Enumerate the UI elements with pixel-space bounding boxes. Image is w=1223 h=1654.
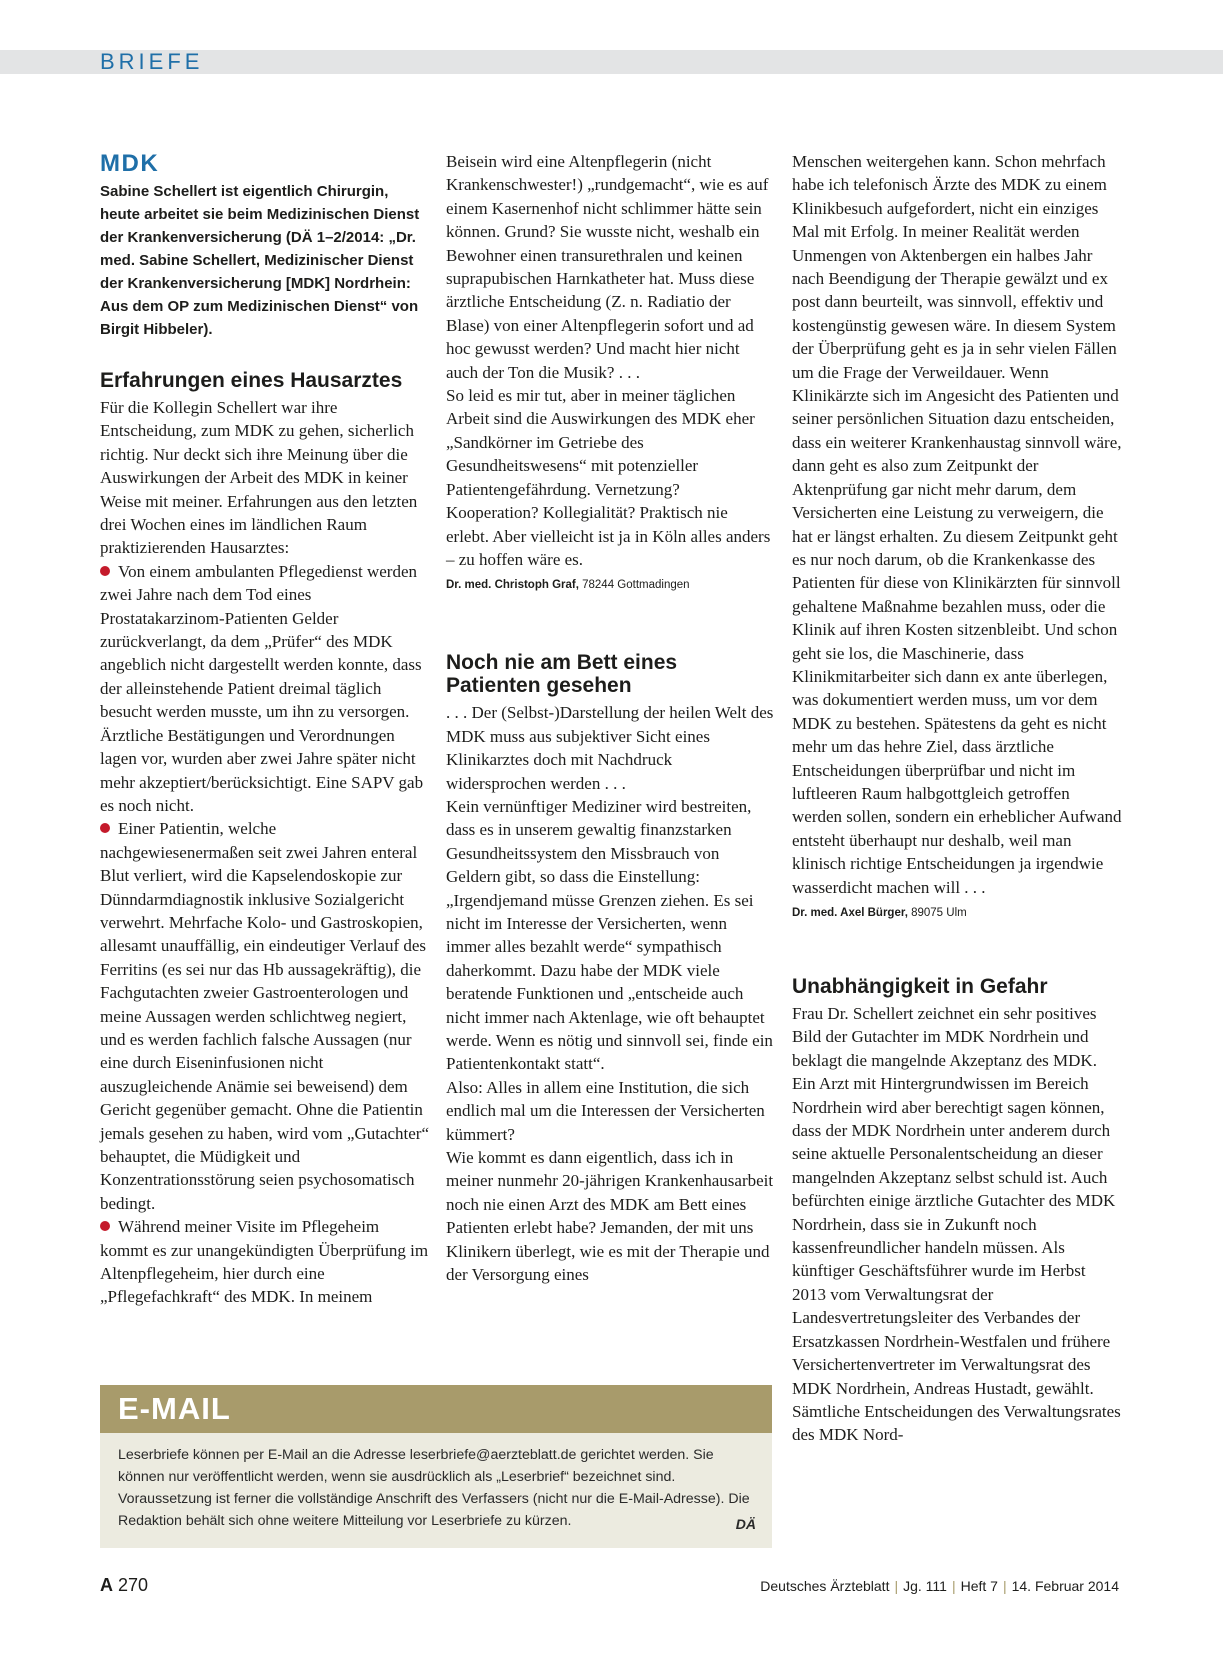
letter-signature-2: Dr. med. Axel Bürger, 89075 Ulm: [792, 907, 967, 919]
journal-volume: Jg. 111: [903, 1578, 947, 1594]
letter-headline-1: Erfahrungen eines Hausarztes: [100, 369, 403, 392]
letter-paragraph: Kein vernünftiger Mediziner wird bestreiten, dass es in unserem gewaltig finanzstarken Gesundheitssystem den Missbrauch von Geldern gibt, so dass die Einstellung: „Irgendjemand müsse Grenzen ziehen. Es sei nicht im Interesse der Versicherten, wenn immer alles bezahlt werde“ sympathisch daherkommt. Dazu habe der MDK viele beratende Funktionen und „entscheide auch nicht immer nach Aktenlage, wie oft behauptet werde. Wenn es nötig und sinnvoll sei, finde ein Patientenkontakt statt“.: [446, 796, 773, 1074]
column-1: [100, 150, 430, 1309]
journal-issue: Heft 7: [960, 1578, 998, 1594]
issue-date: 14. Februar 2014: [1011, 1578, 1119, 1594]
letter-headline-2: Noch nie am Bett eines Patienten gesehen: [446, 651, 678, 698]
bullet-dot-icon: [100, 566, 110, 576]
topic-heading: MDK: [100, 150, 160, 177]
page-number: A 270: [100, 1575, 149, 1595]
bullet-item-3: Während meiner Visite im Pflegeheim kommt es zur unangekündigten Überprüfung im Altenpflegeheim, hier durch eine „Pflegefachkraft“ des MDK. In meinem: [100, 1217, 429, 1307]
letter-signature-1: Dr. med. Christoph Graf, 78244 Gottmadingen: [446, 579, 690, 592]
letter-paragraph: Wie kommt es dann eigentlich, dass ich in meiner nunmehr 20-jährigen Krankenhausarbeit noch nie einen Arzt des MDK am Bett eines Patienten erlebt habe? Jemanden, der mit uns Klinikern überlegt, wie es mit der Therapie und der Versorgung eines: [446, 1148, 774, 1285]
editorial-mark: DÄ: [735, 1516, 756, 1532]
bullet-dot-icon: [100, 823, 110, 833]
letter-paragraph: Für die Kollegin Schellert war ihre Entscheidung, zum MDK zu gehen, sicherlich richtig. Nur deckt sich ihre Meinung über die Auswirkungen der Arbeit des MDK in keiner Weise mit meiner. Erfahrungen aus den letzten drei Wochen eines im ländlichen Raum praktizierenden Hausarztes:: [100, 398, 418, 558]
letter-paragraph: Menschen weitergehen kann. Schon mehrfach habe ich telefonisch Ärzte des MDK zu einem Klinikbesuch aufgefordert, nicht ein einziges Mal mit Erfolg. In meiner Realität werden Unmengen von Aktenbergen ein halbes Jahr nach Beendigung der Therapie gewälzt und ex post dann beurteilt, was sinnvoll, effektiv und kostengünstig gewesen wäre. In diesem System der Überprüfung geht es ja in sehr vielen Fällen um die Frage der Verweildauer. Wenn Klinikärzte sich im Angesicht des Patienten und seiner persönlichen Situation dazu entscheiden, dass ein weiterer Krankenhaustag sinnvoll wäre, dann geht es also zum Zeitpunkt der Aktenprüfung gar nicht mehr darum, dem Versicherten eine Leistung zu verweigern, die hat er längst erhalten. Zu diesem Zeitpunkt geht es nur noch darum, ob die Krankenkasse des Patienten für diese von Klinikärzten für sinnvoll gehaltene Maßnahme bezahlen muss, oder die Klinik auf ihren Kosten sitzenbleibt. Und schon geht sie los, die Maschinerie, dass Klinikmitarbeiter sich dann ex ante überlegen, was dokumentiert werden muss, um vor dem MDK zu bestehen. Spätestens da geht es nicht mehr um das hehre Ziel, dass ärztliche Entscheidungen überprüfbar und nicht im luftleeren Raum halbgottgleich getroffen werden sollen, sondern ein erheblicher Aufwand entsteht überhaupt nur deshalb, weil man klinisch richtige Entscheidungen ja irgendwie wasserdicht machen will . . .: [792, 152, 1122, 897]
email-info-box: [100, 1385, 772, 1548]
column-3: [792, 150, 1122, 1447]
email-box-text: Leserbriefe können per E-Mail an die Adresse leserbriefe@aerzteblatt.de gerichtet werden. Sie können nur veröffentlicht werden, wenn sie ausdrücklich als „Leserbrief“ bezeichnet sind. Voraussetzung ist ferner die vollständige Anschrift des Verfassers (nicht nur die E-Mail-Adresse). Die Redaktion behält sich ohne weitere Mitteilung vor Leserbriefe zu kürzen.: [118, 1447, 750, 1529]
letter-paragraph: Beisein wird eine Altenpflegerin (nicht Krankenschwester!) „rundgemacht“, wie es auf einem Kasernenhof nicht schlimmer hätte sein können. Grund? Sie wusste nicht, weshalb ein Bewohner einen transurethralen und keinen suprapubischen Harnkatheter hat. Muss diese ärztliche Entscheidung (Z. n. Radiatio der Blase) von einer Altenpflegerin sofort und ad hoc gewusst werden? Und macht hier nicht auch der Ton die Musik? . . .: [446, 152, 769, 382]
email-box-title: E-MAIL: [100, 1385, 772, 1433]
publication-info: Deutsches Ärzteblatt | Jg. 111 | Heft 7 | 14. Februar 2014: [760, 1578, 1119, 1594]
letter-paragraph: Also: Alles in allem eine Institution, die sich endlich mal um die Interessen der Versicherten kümmert?: [446, 1077, 765, 1144]
letter-paragraph: So leid es mir tut, aber in meiner täglichen Arbeit sind die Auswirkungen des MDK eher „Sandkörner im Getriebe des Gesundheitswesens“ mit potenzieller Patientengefährdung. Vernetzung? Kooperation? Kollegialität? Praktisch nie erlebt. Aber vielleicht ist ja in Köln alles anders – zu hoffen wäre es.: [446, 386, 771, 569]
letter-paragraph: . . . Der (Selbst-)Darstellung der heilen Welt des MDK muss aus subjektiver Sicht eines Klinikarztes doch mit Nachdruck widersprochen werden . . .: [446, 703, 774, 793]
column-2: [446, 150, 774, 1286]
article-reference: Sabine Schellert ist eigentlich Chirurgin, heute arbeitet sie beim Medizinischen Dienst der Krankenversicherung (DÄ 1–2/2014: „Dr. med. Sabine Schellert, Medizinischer Dienst der Krankenversicherung [MDK] Nordrhein: Aus dem OP zum Medizinischen Dienst“ von Birgit Hibbeler).: [100, 183, 420, 338]
letter-headline-3: Unabhängigkeit in Gefahr: [792, 975, 1048, 998]
journal-name: Deutsches Ärzteblatt: [760, 1578, 890, 1594]
section-label: BRIEFE: [100, 49, 204, 74]
bullet-dot-icon: [100, 1221, 110, 1231]
bullet-item-1: Von einem ambulanten Pflegedienst werden zwei Jahre nach dem Tod eines Prostatakarzinom-Patienten Gelder zurückverlangt, da dem „Prüfer“ des MDK angeblich nicht dargestellt werden konnte, dass der alleinstehende Patient dreimal täglich besucht werden musste, um ihn zu versorgen. Ärztliche Bestätigungen und Verordnungen lagen vor, wurden aber zwei Jahre später nicht mehr akzeptiert/berücksichtigt. Eine SAPV gab es noch nicht.: [100, 561, 424, 815]
bullet-item-2: Einer Patientin, welche nachgewiesenermaßen seit zwei Jahren enteral Blut verliert, wird die Kapselendoskopie zur Dünndarmdiagnostik inklusive Sozialgericht verwehrt. Mehrfache Kolo- und Gastroskopien, allesamt unauffällig, ein eindeutiger Verlauf des Ferritins (es sei nur das Hb aussagekräftig), die Fachgutachten zweier Gastroenterologen und meine Aussagen werden schlichtweg negiert, und es werden fachlich falsche Aussagen (nur eine durch Eiseninfusionen nicht auszugleichende Anämie sei beweisend) dem Gericht gegenüber gemacht. Ohne die Patientin jemals gesehen zu haben, wird vom „Gutachter“ behauptet, die Müdigkeit und Konzentrationsstörung seien psychosomatisch bedingt.: [100, 819, 430, 1213]
letter-paragraph: Frau Dr. Schellert zeichnet ein sehr positives Bild der Gutachter im MDK Nordrhein und beklagt die mangelnde Akzeptanz des MDK. Ein Arzt mit Hintergrundwissen im Bereich Nordrhein wird aber berechtigt sagen können, dass der MDK Nordrhein unter anderem durch seine aktuelle Personalentscheidung an dieser mangelnden Akzeptanz selbst schuld ist. Auch befürchten einige ärztliche Gutachter des MDK Nordrhein, dass sie in Zukunft noch kassenfreundlicher handeln müssen. Als künftiger Geschäftsführer wurde im Herbst 2013 vom Verwaltungsrat der Landesvertretungsleiter des Verbandes der Ersatzkassen Nordrhein-Westfalen und frühere Versichertenvertreter im Verwaltungsrat des MDK Nordrhein, Andreas Hustadt, gewählt. Sämtliche Entscheidungen des Verwaltungsrates des MDK Nord-: [792, 1004, 1121, 1445]
